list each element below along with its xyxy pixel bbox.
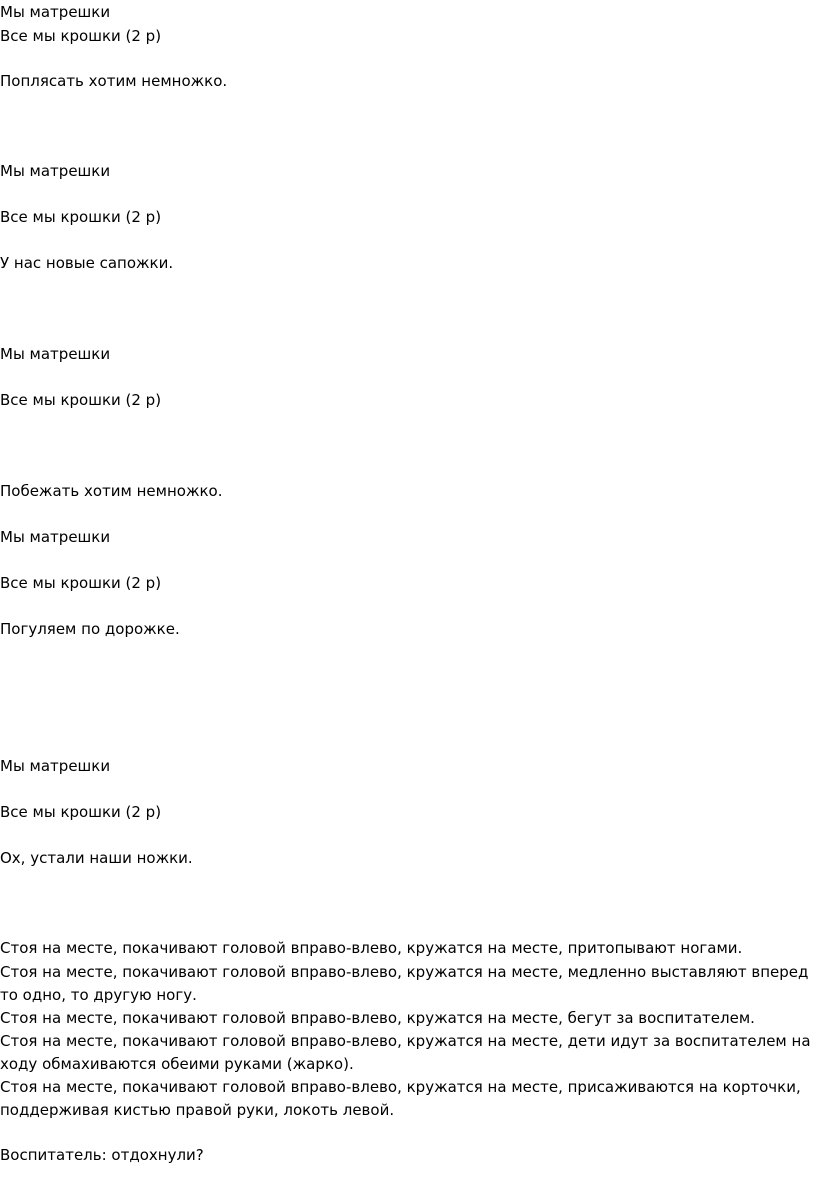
song-line: Погуляем по дорожке.	[0, 620, 180, 638]
action-paragraph: Стоя на месте, покачивают головой вправо-влево, кружатся на месте, дети идут за воспитателем на ходу обмахиваются обеими руками (жарко).	[0, 1032, 811, 1073]
closing-line: Воспитатель: отдохнули?	[0, 1146, 204, 1164]
song-line: Мы матрешки	[0, 345, 111, 363]
song-line: Мы матрешки	[0, 757, 111, 775]
song-line: Ох, устали наши ножки.	[0, 849, 193, 867]
song-line: Все мы крошки (2 р)	[0, 574, 162, 592]
song-line: Все мы крошки (2 р)	[0, 208, 162, 226]
action-paragraph: Стоя на месте, покачивают головой вправо-влево, кружатся на месте, медленно выставляют вперед то одно, то другую ногу.	[0, 963, 809, 1004]
song-line: Все мы крошки (2 р)	[0, 27, 162, 45]
song-line: Все мы крошки (2 р)	[0, 803, 162, 821]
song-line: Мы матрешки	[0, 162, 111, 180]
song-line: Все мы крошки (2 р)	[0, 391, 162, 409]
song-line: Мы матрешки	[0, 528, 111, 546]
song-line: Побежать хотим немножко.	[0, 482, 223, 500]
action-paragraph: Стоя на месте, покачивают головой вправо-влево, кружатся на месте, бегут за воспитателем.	[0, 1009, 755, 1027]
song-line: Поплясать хотим немножко.	[0, 72, 228, 90]
action-paragraph: Стоя на месте, покачивают головой вправо-влево, кружатся на месте, притопывают ногами.	[0, 939, 743, 957]
song-line: Мы матрешки	[0, 3, 111, 21]
action-paragraph: Стоя на месте, покачивают головой вправо-влево, кружатся на месте, присаживаются на корточки, поддерживая кистью правой руки, локоть левой.	[0, 1078, 801, 1119]
song-line: У нас новые сапожки.	[0, 254, 174, 272]
